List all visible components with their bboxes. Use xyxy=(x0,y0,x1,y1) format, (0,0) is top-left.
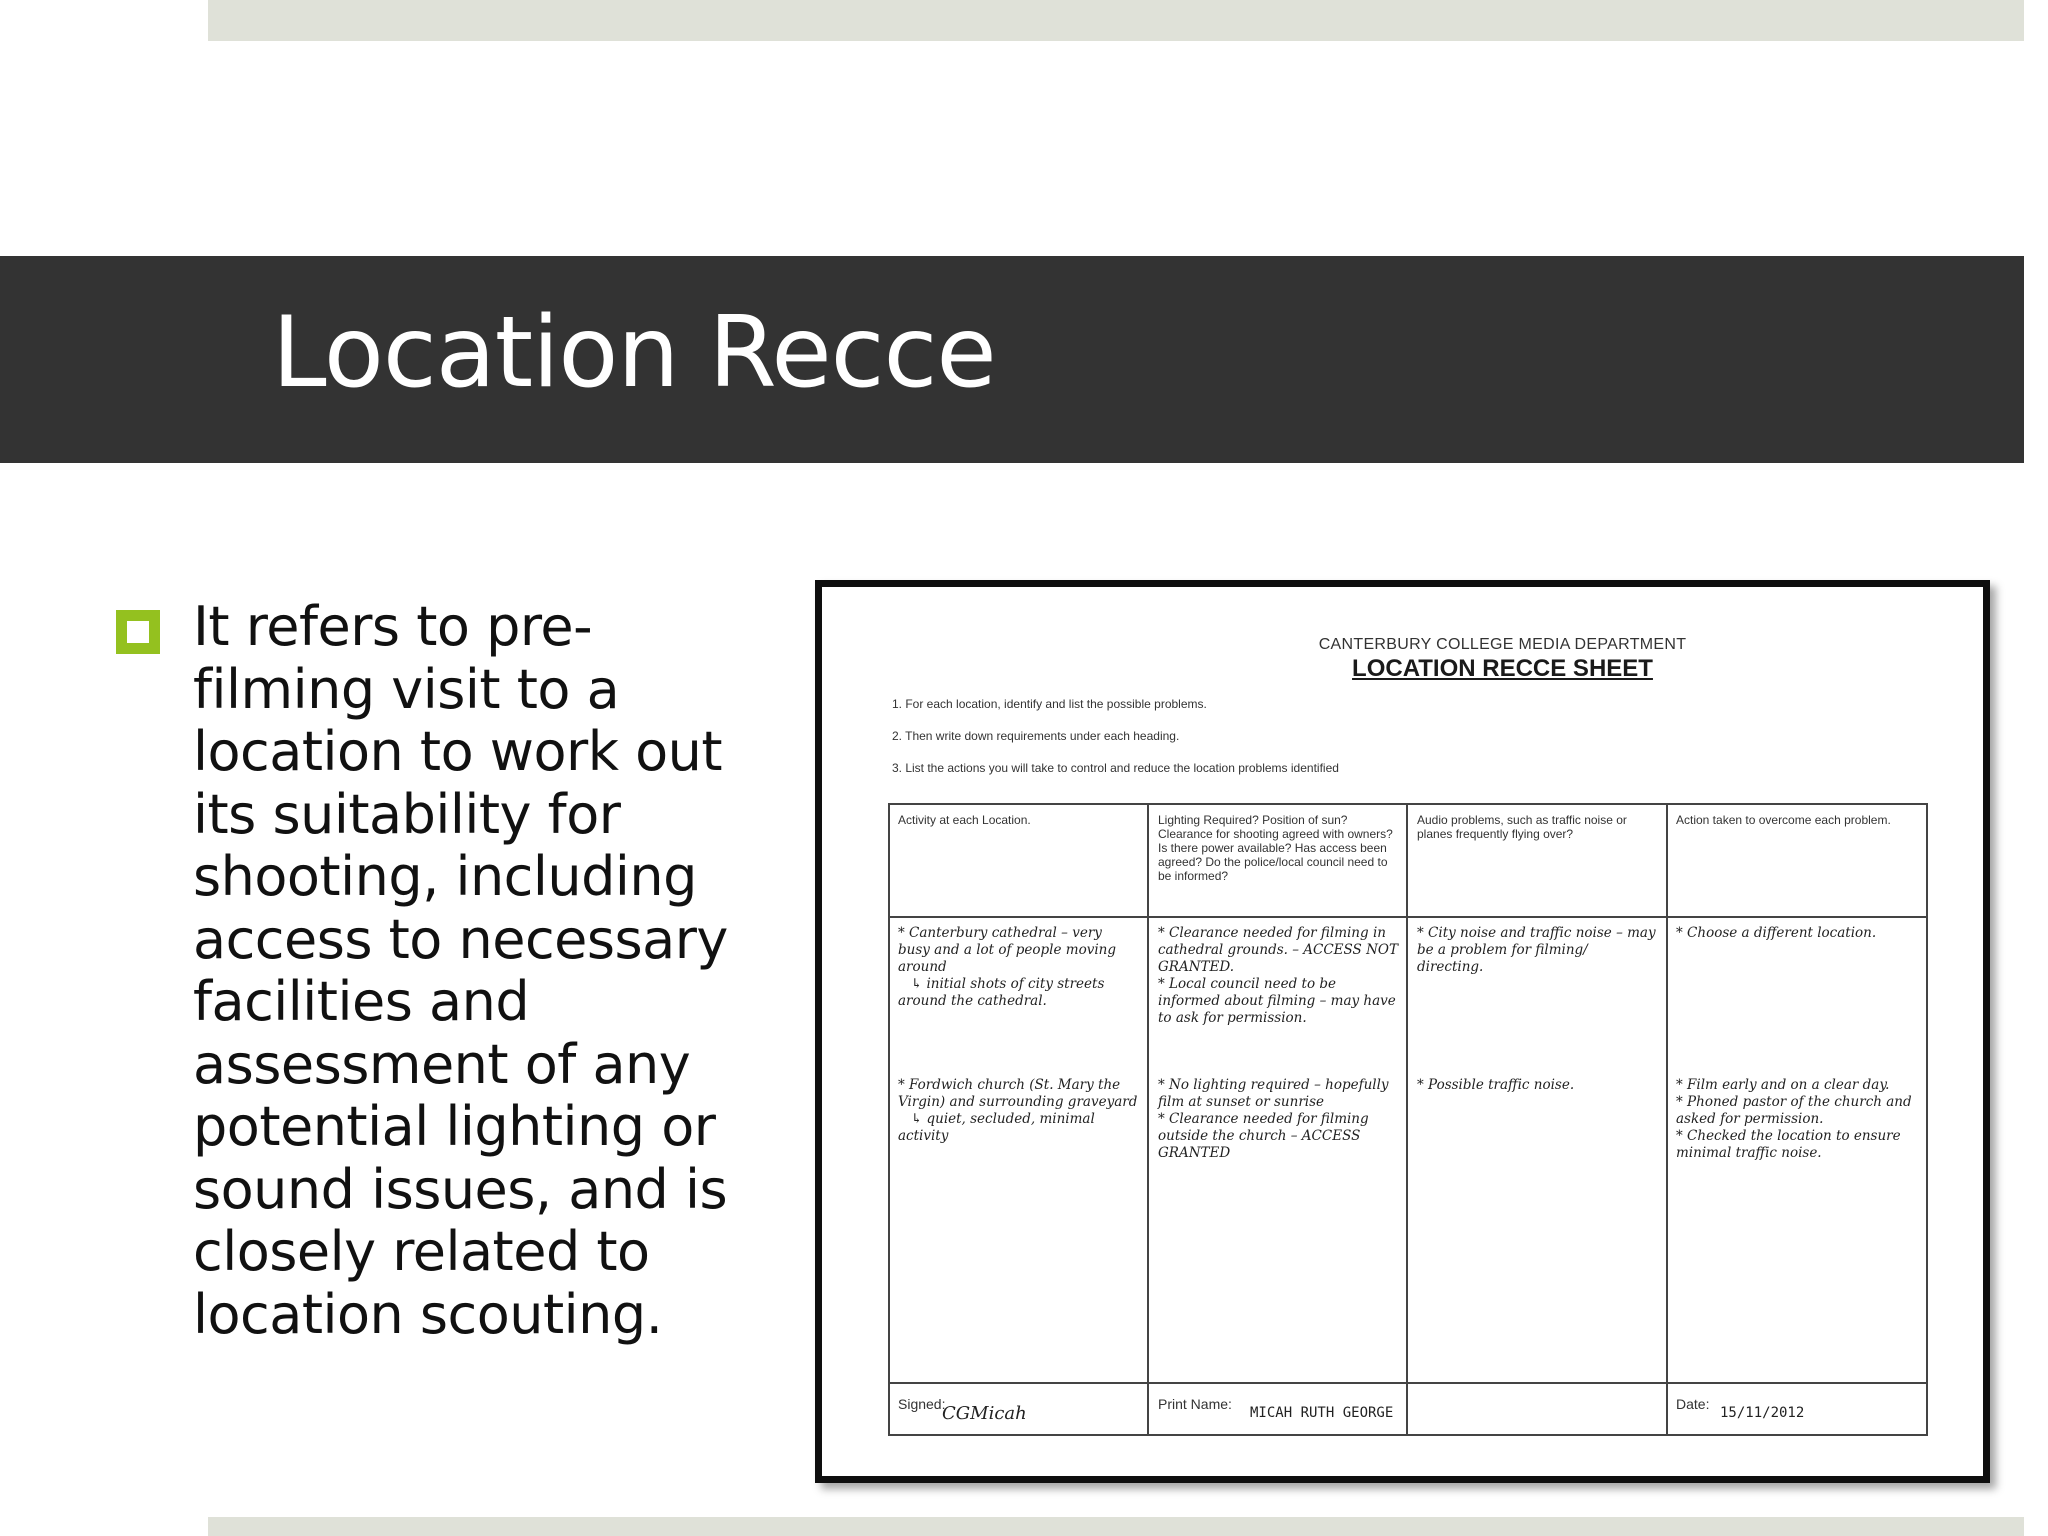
sheet-department: CANTERBURY COLLEGE MEDIA DEPARTMENT xyxy=(1318,636,1687,653)
audio-note: * Possible traffic noise. xyxy=(1417,1077,1575,1093)
table-divider xyxy=(1147,805,1149,1434)
activity-note: * Canterbury cathedral – very busy and a lot of people moving around ↳ initial shots of city streets around the cathedral. xyxy=(898,925,1116,1009)
header-action: Action taken to overcome each problem. xyxy=(1676,813,1891,827)
print-name-value: MICAH RUTH GEORGE xyxy=(1250,1405,1394,1421)
bottom-decorative-band xyxy=(208,1517,2024,1536)
print-name-label: Print Name: xyxy=(1158,1396,1232,1412)
header-audio: Audio problems, such as traffic noise or planes frequently flying over? xyxy=(1417,813,1627,841)
lighting-note: * No lighting required – hopefully film at sunset or sunrise * Clearance needed for filming outside the church – ACCESS GRANTED xyxy=(1158,1077,1389,1161)
table-divider xyxy=(1406,805,1408,1434)
sheet-instruction-3: 3. List the actions you will take to control and reduce the location problems identified xyxy=(892,761,1339,775)
bullet-text: It refers to pre-filming visit to a location to work out its suitability for shooting, including access to necessary facilities and assessment of any potential lighting or sound issues, and is closely related to location scouting. xyxy=(193,595,728,1346)
activity-note: * Fordwich church (St. Mary the Virgin) and surrounding graveyard ↳ quiet, secluded, minimal activity xyxy=(898,1077,1138,1144)
sheet-title: LOCATION RECCE SHEET xyxy=(1352,655,1653,682)
sheet-instruction-1: 1. For each location, identify and list the possible problems. xyxy=(892,697,1207,711)
date-label: Date: xyxy=(1676,1396,1710,1412)
table-divider xyxy=(890,1382,1926,1384)
recce-table xyxy=(888,803,1928,1436)
table-divider xyxy=(890,916,1926,918)
lighting-note: * Clearance needed for filming in cathedral grounds. – ACCESS NOT GRANTED. * Local council need to be informed about filming – may have to ask for permission. xyxy=(1158,925,1398,1026)
audio-note: * City noise and traffic noise – may be a problem for filming/ directing. xyxy=(1417,925,1660,975)
header-lighting: Lighting Required? Position of sun? Clearance for shooting agreed with owners? Is there power available? Has access been agreed? Do the police/local council need to be informed? xyxy=(1158,813,1393,883)
table-divider xyxy=(1666,805,1668,1434)
sheet-instruction-2: 2. Then write down requirements under each heading. xyxy=(892,729,1180,743)
action-note: * Choose a different location. xyxy=(1676,925,1877,941)
recce-sheet-image xyxy=(815,580,1990,1483)
signature: CGMicah xyxy=(942,1403,1027,1424)
signed-label: Signed: xyxy=(898,1396,946,1412)
top-decorative-band xyxy=(208,0,2024,41)
date-value: 15/11/2012 xyxy=(1720,1405,1805,1421)
header-activity: Activity at each Location. xyxy=(898,813,1031,827)
action-note: * Film early and on a clear day. * Phoned pastor of the church and asked for permission. * Checked the location to ensure minimal traffic noise. xyxy=(1676,1077,1912,1161)
bullet-icon xyxy=(116,610,160,654)
slide-title: Location Recce xyxy=(272,296,996,410)
